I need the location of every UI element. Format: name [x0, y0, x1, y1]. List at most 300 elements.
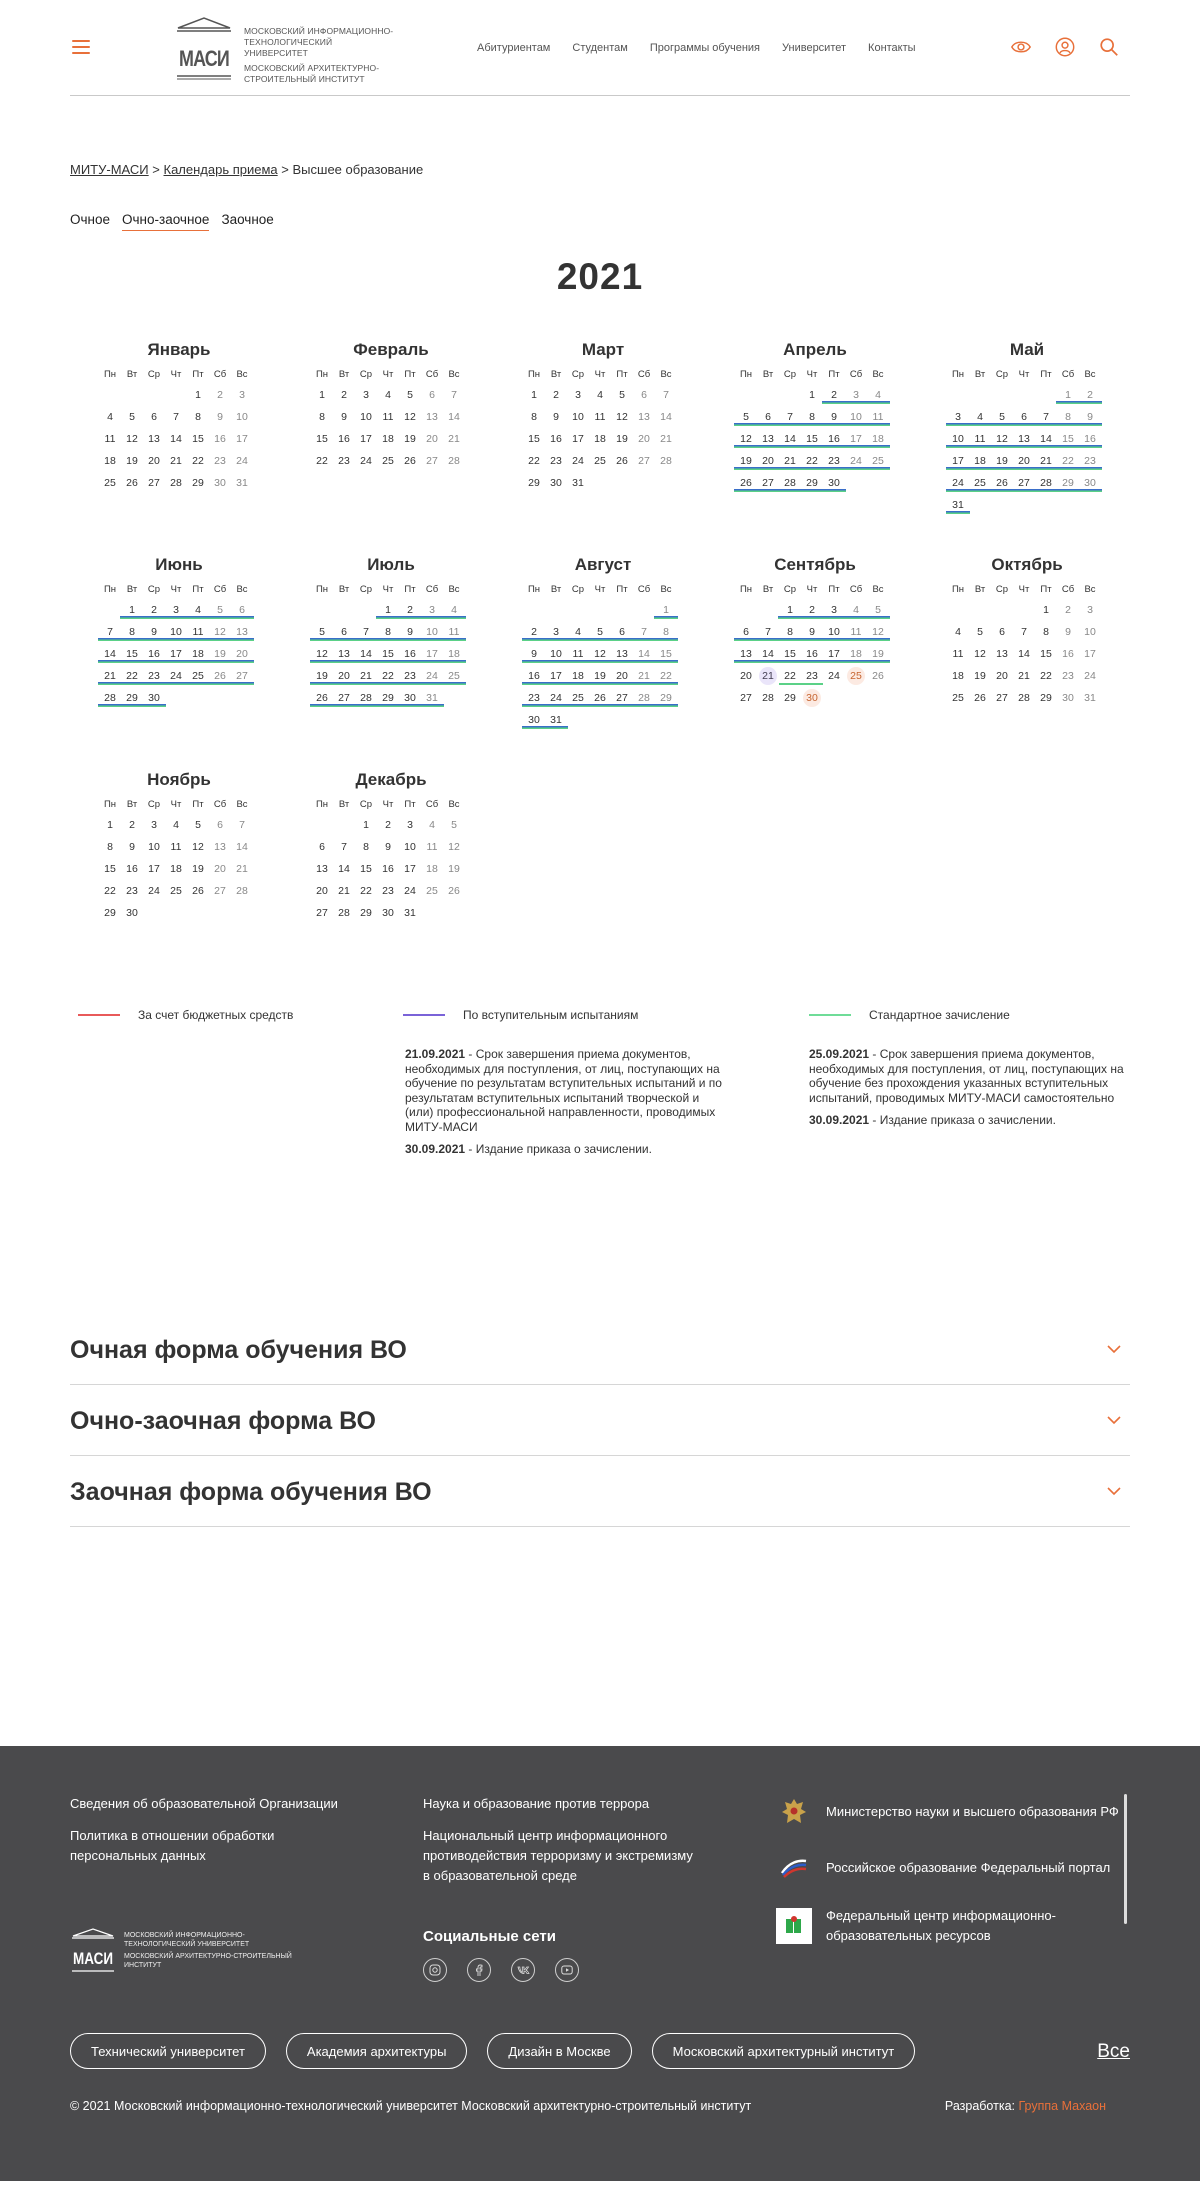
calendar-day: 16: [801, 643, 823, 665]
vk-icon[interactable]: [511, 1958, 535, 1982]
week-row: [735, 643, 895, 665]
site-logo[interactable]: [174, 16, 394, 85]
weekday-label: Вс: [660, 368, 672, 380]
week-row: [735, 621, 895, 643]
calendar-day: 5: [735, 406, 757, 428]
week-row: [311, 406, 471, 428]
main-nav: [477, 42, 938, 54]
calendar-day: 2: [399, 599, 421, 621]
accordion-distance[interactable]: [70, 1456, 1130, 1527]
tab-part-time[interactable]: Очно-заочное: [122, 212, 209, 231]
weekday-label: Вс: [660, 583, 672, 595]
calendar-day: 15: [104, 863, 116, 875]
weekday-label: Вт: [974, 368, 986, 380]
calendar-day: 19: [589, 665, 611, 687]
nav-students[interactable]: Студентам: [572, 42, 628, 54]
month-title: Февраль: [353, 340, 429, 359]
svg-text:МАСИ: МАСИ: [179, 46, 230, 71]
weekday-label: Пн: [951, 368, 965, 380]
week-row: [523, 472, 683, 494]
calendar-day: 20: [740, 670, 752, 682]
week-row: [947, 384, 1107, 406]
weekday-header: [735, 364, 895, 384]
weekday-label: Сб: [637, 583, 651, 595]
calendar-day: 28: [355, 687, 377, 709]
calendar-day: 5: [407, 389, 413, 401]
weekday-label: Вс: [872, 368, 884, 380]
calendar-day: 31: [404, 907, 416, 919]
social-title: Социальные сети: [423, 1928, 556, 1945]
partner-ministry[interactable]: [776, 1794, 1126, 1830]
partner-edu-portal[interactable]: [776, 1850, 1126, 1886]
calendar-day: 22: [801, 450, 823, 472]
weekday-label: Сб: [1061, 583, 1075, 595]
calendar-day: 28: [633, 687, 655, 709]
calendar-day: 14: [757, 643, 779, 665]
calendar-day: 6: [641, 389, 647, 401]
calendar-day: 1: [377, 599, 399, 621]
calendar-day: 28: [448, 455, 460, 467]
week-row: [99, 472, 259, 494]
month-12: [311, 766, 471, 924]
weekday-label: Пн: [315, 368, 329, 380]
weekday-label: Чт: [382, 368, 394, 380]
calendar-day: 14: [1035, 428, 1057, 450]
chevron-down-icon: [1106, 1412, 1122, 1428]
calendar-day: 9: [823, 406, 845, 428]
calendar-day: 10: [148, 841, 160, 853]
weekday-label: Вс: [448, 798, 460, 810]
legend-standard-line: [809, 1014, 851, 1016]
calendar-day: 29: [377, 687, 399, 709]
week-row: [311, 599, 471, 621]
calendar-day: 19: [867, 643, 889, 665]
weekday-label: Чт: [170, 583, 182, 595]
month-title: Июнь: [155, 555, 203, 574]
calendar-day: 13: [611, 643, 633, 665]
footer-link-org-info[interactable]: Сведения об образовательной Организации: [70, 1796, 338, 1811]
week-row: [311, 450, 471, 472]
calendar-day: 16: [214, 433, 226, 445]
calendar-day: 30: [823, 472, 845, 494]
footer-link-center[interactable]: Национальный центр информационного противодействия терроризму и экстремизму в образовательной среде: [423, 1828, 693, 1883]
week-row: [947, 450, 1107, 472]
calendar-day: 15: [316, 433, 328, 445]
nav-programs[interactable]: Программы обучения: [649, 42, 761, 54]
calendar-day: 28: [1018, 692, 1030, 704]
calendar-day: 1: [107, 819, 113, 831]
calendar-day: 19: [991, 450, 1013, 472]
calendar-day: 18: [952, 670, 964, 682]
calendar-day: 4: [597, 389, 603, 401]
calendar-day: 7: [779, 406, 801, 428]
calendar-day: 7: [757, 621, 779, 643]
calendar-day: 26: [974, 692, 986, 704]
week-row: [947, 406, 1107, 428]
calendar-day: 30: [1079, 472, 1101, 494]
calendar-day: 25: [969, 472, 991, 494]
week-row: [735, 450, 895, 472]
footer-logo-mark: [70, 1927, 116, 1975]
calendar-day: 30: [399, 687, 421, 709]
calendar-day: 6: [319, 841, 325, 853]
calendar-day: 9: [129, 841, 135, 853]
calendar-day: 11: [443, 621, 465, 643]
weekday-label: Вт: [338, 368, 350, 380]
calendar-day: 15: [192, 433, 204, 445]
calendar-day: 5: [195, 819, 201, 831]
weekday-label: Пт: [616, 583, 628, 595]
calendar-day: 24: [1084, 670, 1096, 682]
breadcrumb-home[interactable]: МИТУ-МАСИ: [70, 162, 149, 177]
calendar-day: 21: [338, 885, 350, 897]
calendar-day: 21: [355, 665, 377, 687]
calendar-day: 2: [341, 389, 347, 401]
calendar-day: 28: [236, 885, 248, 897]
week-row: [735, 428, 895, 450]
accordion-full-time[interactable]: [70, 1314, 1130, 1385]
calendar-day: 8: [1043, 626, 1049, 638]
calendar-day: 16: [1062, 648, 1074, 660]
calendar-day: 2: [553, 389, 559, 401]
site-footer: [0, 1746, 1200, 2181]
calendar-day: 6: [217, 819, 223, 831]
calendar-day: 16: [126, 863, 138, 875]
calendar-day: 3: [947, 406, 969, 428]
calendar-day: 23: [823, 450, 845, 472]
weekday-label: Пн: [739, 583, 753, 595]
calendar-day: 28: [779, 472, 801, 494]
calendar-day: 26: [448, 885, 460, 897]
calendar-day: 13: [757, 428, 779, 450]
calendar-day: 27: [740, 692, 752, 704]
calendar-day: 17: [165, 643, 187, 665]
week-row: [311, 621, 471, 643]
calendar-day: 23: [801, 665, 823, 687]
standard-note-text: - Срок завершения приема документов, необходимых для поступления, от лиц, поступающих на обучение без прохождения указанных вступительных испытаний, проводимых МИТУ-МАСИ самостоятельно: [809, 1047, 1124, 1105]
calendar-day: 13: [1013, 428, 1035, 450]
developer-link[interactable]: Группа Махаон: [1018, 2099, 1106, 2113]
footer-link-privacy[interactable]: Политика в отношении обработки персональных данных: [70, 1828, 275, 1863]
weekday-label: Вс: [236, 583, 248, 595]
weekday-label: Сб: [425, 798, 439, 810]
calendar-day: 18: [104, 455, 116, 467]
weekday-label: Вт: [762, 583, 774, 595]
pill-moscow-arch-institute[interactable]: Московский архитектурный институт: [652, 2033, 916, 2069]
calendar-day: 12: [589, 643, 611, 665]
calendar-day: 13: [735, 643, 757, 665]
weekday-label: Пн: [739, 368, 753, 380]
weekday-label: Вт: [974, 583, 986, 595]
weekday-label: Ср: [783, 583, 797, 595]
calendar-day: 14: [99, 643, 121, 665]
calendar-day: 18: [969, 450, 991, 472]
calendar-day: 13: [231, 621, 253, 643]
calendar-day: 12: [974, 648, 986, 660]
weekday-label: Сб: [425, 368, 439, 380]
svg-text:МАСИ: МАСИ: [73, 1949, 113, 1968]
nav-contacts[interactable]: Контакты: [868, 42, 916, 54]
eye-icon[interactable]: [1010, 36, 1032, 58]
calendar-day: 17: [404, 863, 416, 875]
week-row: [947, 643, 1107, 665]
calendar-day: 25: [867, 450, 889, 472]
calendar-day: 21: [99, 665, 121, 687]
calendar-day: 11: [845, 621, 867, 643]
week-row: [311, 902, 471, 924]
calendar-day: 25: [845, 665, 867, 687]
week-row: [99, 428, 259, 450]
calendar-day: 18: [170, 863, 182, 875]
calendar-day: 10: [360, 411, 372, 423]
legend-standard-label: Стандартное зачисление: [869, 1008, 1010, 1022]
week-row: [99, 902, 259, 924]
weekday-label: Ср: [995, 583, 1009, 595]
partners-scrollbar[interactable]: [1124, 1794, 1127, 1924]
facebook-icon[interactable]: [467, 1958, 491, 1982]
weekday-label: Пт: [1040, 583, 1052, 595]
youtube-icon[interactable]: [555, 1958, 579, 1982]
nav-applicants[interactable]: Абитуриентам: [477, 42, 551, 54]
weekday-header: [99, 364, 259, 384]
weekday-label: Вс: [1084, 368, 1096, 380]
calendar-day: 20: [757, 450, 779, 472]
calendar-day: 26: [404, 455, 416, 467]
calendar-day: 15: [121, 643, 143, 665]
calendar-day: 9: [1065, 626, 1071, 638]
week-row: [99, 687, 259, 709]
calendar-day: 5: [451, 819, 457, 831]
calendar-day: 28: [660, 455, 672, 467]
week-row: [523, 428, 683, 450]
pill-tech-university[interactable]: Технический университет: [70, 2033, 266, 2069]
calendar-day: 4: [385, 389, 391, 401]
calendar-day: 22: [655, 665, 677, 687]
calendar-day: 7: [663, 389, 669, 401]
legend-standard: [809, 1008, 1010, 1022]
calendar-year: 2021: [556, 256, 644, 297]
calendar-day: 26: [126, 477, 138, 489]
week-row: [99, 858, 259, 880]
week-row: [311, 687, 471, 709]
pill-design-moscow[interactable]: Дизайн в Москве: [487, 2033, 631, 2069]
emblem-icon: [776, 1794, 812, 1830]
month-title: Апрель: [783, 340, 847, 359]
weekday-header: [523, 364, 683, 384]
calendar-day: 11: [187, 621, 209, 643]
calendar-day: 29: [104, 907, 116, 919]
logo-mark: [174, 16, 234, 82]
calendar-day: 27: [231, 665, 253, 687]
legend-budget-label: За счет бюджетных средств: [138, 1008, 294, 1022]
week-row: [99, 836, 259, 858]
calendar-day: 29: [784, 692, 796, 704]
social-links: [423, 1958, 579, 1982]
calendar-day: 31: [421, 687, 443, 709]
week-row: [947, 472, 1107, 494]
week-row: [523, 599, 683, 621]
calendar-day: 23: [214, 455, 226, 467]
calendar-day: 2: [1065, 604, 1071, 616]
calendar-day: 20: [426, 433, 438, 445]
breadcrumb-calendar[interactable]: Календарь приема: [163, 162, 278, 177]
calendar-day: 29: [1040, 692, 1052, 704]
calendar-day: 17: [947, 450, 969, 472]
calendar-day: 14: [338, 863, 350, 875]
calendar-day: 23: [1062, 670, 1074, 682]
calendar-day: 9: [143, 621, 165, 643]
calendar-day: 23: [338, 455, 350, 467]
calendar-day: 5: [619, 389, 625, 401]
calendar-day: 7: [1035, 406, 1057, 428]
calendar-day: 19: [192, 863, 204, 875]
calendar-day: 13: [214, 841, 226, 853]
calendar-day: 16: [399, 643, 421, 665]
month-9: [735, 551, 895, 709]
weekday-label: Чт: [382, 583, 394, 595]
exam-note-date: 30.09.2021: [405, 1142, 466, 1156]
calendar-day: 24: [421, 665, 443, 687]
calendar-day: 2: [1079, 384, 1101, 406]
week-row: [99, 621, 259, 643]
footer-link-terror[interactable]: Наука и образование против террора: [423, 1796, 650, 1811]
weekday-label: Ср: [783, 368, 797, 380]
weekday-label: Вс: [236, 368, 248, 380]
calendar-day: 3: [151, 819, 157, 831]
user-icon[interactable]: [1054, 36, 1076, 58]
menu-icon[interactable]: [72, 40, 90, 54]
calendar-day: 3: [823, 599, 845, 621]
week-row: [947, 621, 1107, 643]
calendar-day: 20: [638, 433, 650, 445]
calendar-day: 6: [231, 599, 253, 621]
week-row: [735, 665, 895, 687]
weekday-label: Вт: [550, 583, 562, 595]
calendar-day: 8: [531, 411, 537, 423]
calendar-day: 13: [316, 863, 328, 875]
standard-note-date: 30.09.2021: [809, 1113, 870, 1127]
calendar-day: 21: [1018, 670, 1030, 682]
month-7: [311, 551, 471, 709]
calendar-day: 12: [404, 411, 416, 423]
calendar-day: 7: [341, 841, 347, 853]
month-6: [99, 551, 259, 709]
weekday-label: Пт: [192, 798, 204, 810]
calendar-day: 6: [1013, 406, 1035, 428]
calendar-day: 12: [448, 841, 460, 853]
calendar-day: 25: [426, 885, 438, 897]
calendar-day: 4: [187, 599, 209, 621]
month-3: [523, 336, 683, 494]
search-icon[interactable]: [1098, 36, 1120, 58]
flag-swoosh-icon: [776, 1850, 812, 1886]
weekday-label: Пт: [192, 583, 204, 595]
month-4: [735, 336, 895, 494]
calendar-day: 16: [338, 433, 350, 445]
calendar-day: 22: [1040, 670, 1052, 682]
week-row: [947, 599, 1107, 621]
exam-note-text: - Срок завершения приема документов, необходимых для поступления, от лиц, поступающих на обучение по результатам вступительных испытаний и по результатам вступительных испытаний творческой и (или) профессиональной направленности, проводимых МИТУ-МАСИ: [405, 1047, 722, 1134]
weekday-label: Пн: [315, 798, 329, 810]
partner-fcior[interactable]: [776, 1906, 1126, 1946]
calendar-day: 28: [762, 692, 774, 704]
calendar-day: 10: [404, 841, 416, 853]
calendar-day: 13: [148, 433, 160, 445]
tab-full-time[interactable]: Очное: [70, 212, 111, 227]
weekday-label: Пт: [404, 583, 416, 595]
calendar-day: 26: [192, 885, 204, 897]
calendar-day: 20: [148, 455, 160, 467]
month-1: [99, 336, 259, 494]
calendar-day: 17: [823, 643, 845, 665]
calendar-day: 31: [545, 709, 567, 731]
calendar-day: 30: [550, 477, 562, 489]
calendar-day: 16: [550, 433, 562, 445]
week-row: [311, 814, 471, 836]
calendar-day: 26: [991, 472, 1013, 494]
calendar-day: 1: [809, 389, 815, 401]
calendar-day: 10: [947, 428, 969, 450]
weekday-label: Чт: [594, 583, 606, 595]
tab-distance[interactable]: Заочное: [221, 212, 274, 227]
calendar-day: 24: [165, 665, 187, 687]
week-row: [311, 428, 471, 450]
week-row: [99, 599, 259, 621]
calendar-day: 30: [801, 687, 823, 709]
footer-logo-line-1: МОСКОВСКИЙ ИНФОРМАЦИОННО-ТЕХНОЛОГИЧЕСКИЙ УНИВЕРСИТЕТ: [124, 1932, 250, 1948]
calendar-day: 15: [528, 433, 540, 445]
footer-logo[interactable]: [70, 1927, 294, 1975]
calendar-day: 23: [399, 665, 421, 687]
calendar-day: 24: [572, 455, 584, 467]
weekday-header: [311, 364, 471, 384]
instagram-icon[interactable]: [423, 1958, 447, 1982]
accordion-part-time[interactable]: [70, 1385, 1130, 1456]
calendar-day: 31: [236, 477, 248, 489]
calendar-day: 22: [528, 455, 540, 467]
calendar-day: 19: [311, 665, 333, 687]
weekday-label: Ср: [359, 583, 373, 595]
calendar-day: 16: [523, 665, 545, 687]
all-sites-link[interactable]: Все: [1097, 2041, 1130, 2062]
legend-exam: [403, 1008, 638, 1022]
month-title: Октябрь: [991, 555, 1063, 574]
chevron-down-icon: [1106, 1483, 1122, 1499]
nav-university[interactable]: Университет: [782, 42, 847, 54]
exam-notes: [405, 1047, 725, 1165]
calendar-day: 24: [148, 885, 160, 897]
calendar-day: 22: [192, 455, 204, 467]
month-5: [947, 336, 1107, 516]
calendar-day: 2: [823, 384, 845, 406]
calendar-day: 4: [955, 626, 961, 638]
calendar-day: 14: [1018, 648, 1030, 660]
weekday-label: Ср: [359, 368, 373, 380]
week-row: [523, 384, 683, 406]
weekday-label: Пн: [527, 583, 541, 595]
calendar-day: 11: [969, 428, 991, 450]
calendar-day: 22: [121, 665, 143, 687]
calendar-day: 29: [192, 477, 204, 489]
week-row: [523, 621, 683, 643]
month-title: Сентябрь: [774, 555, 856, 574]
weekday-label: Ср: [359, 798, 373, 810]
weekday-label: Вт: [126, 798, 138, 810]
calendar-day: 4: [845, 599, 867, 621]
calendar-day: 12: [867, 621, 889, 643]
pill-architecture-academy[interactable]: Академия архитектуры: [286, 2033, 468, 2069]
calendar-day: 31: [947, 494, 969, 516]
